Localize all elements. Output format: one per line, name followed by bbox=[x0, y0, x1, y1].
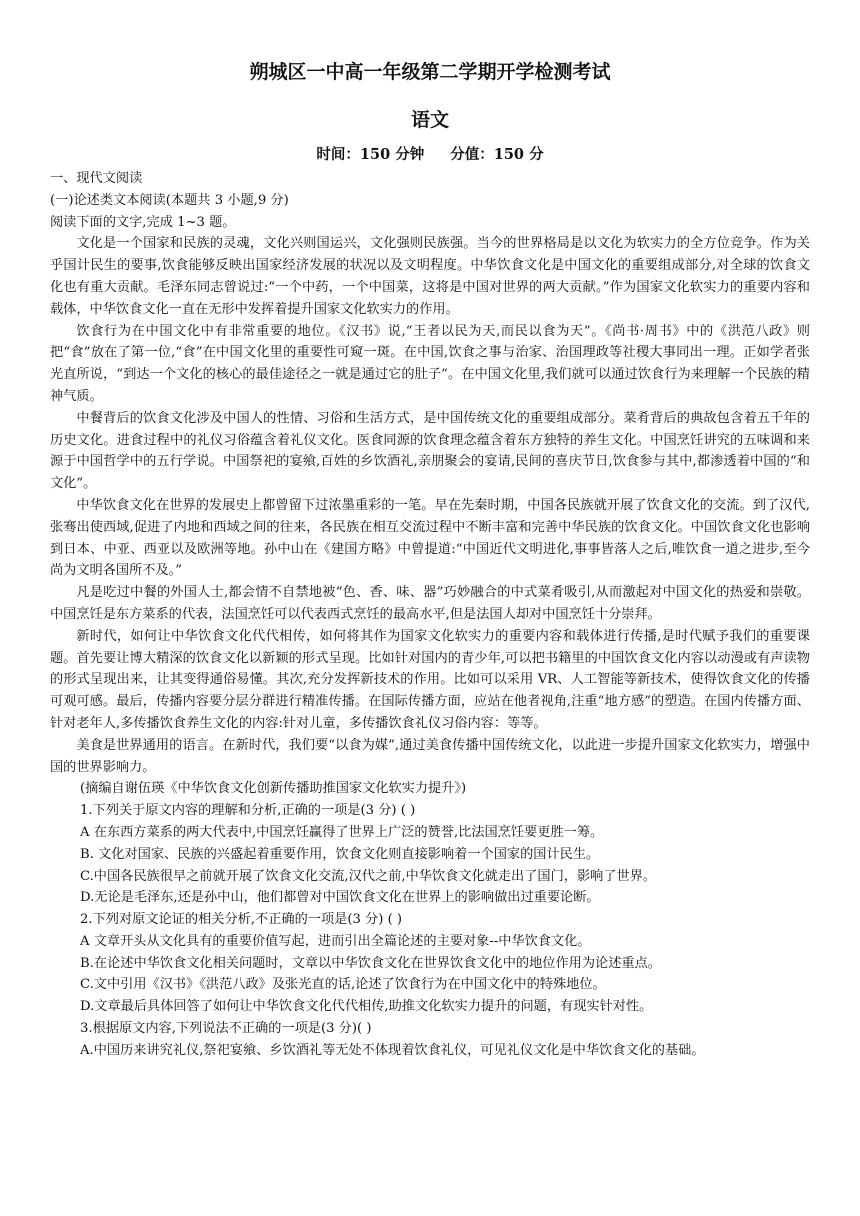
question-option: D.无论是毛泽东,还是孙中山，他们都曾对中国饮食文化在世界上的影响做出过重要论断。 bbox=[80, 890, 600, 906]
question-stem: 1.下列关于原文内容的理解和分析,正确的一项是(3 分) ( ) bbox=[80, 803, 416, 819]
passage-paragraph: 凡是吃过中餐的外国人士,都会情不自禁地被“色、香、味、器”巧妙融合的中式菜肴吸引,从而激起对中国文化的热爱和崇敬。中国烹饪是东方菜系的代表，法国烹饪可以代表西式烹饪的最高水平,但是法国人却对中国烹饪十分崇拜。 bbox=[50, 585, 810, 622]
subject-title: 语文 bbox=[410, 109, 449, 131]
reading-instruction: 阅读下面的文字,完成 1~3 题。 bbox=[50, 214, 236, 230]
passage-paragraph: 饮食行为在中国文化中有非常重要的地位。《汉书》说,“王者以民为天,而民以食为天”。《尚书·周书》中的《洪范八政》则把“食”放在了第一位,“食”在中国文化里的重要性可窥一斑。在中国,饮食之事与治家、治国理政等社稷大事同出一理。正如学者张光直所说，“到达一个文化的核心的最佳途径之一就是通过它的肚子”。在中国文化里,我们就可以通过饮食行为来理解一个民族的精神气质。 bbox=[50, 323, 810, 404]
question-option: D.文章最后具体回答了如何让中华饮食文化代代相传,助推文化软实力提升的问题，有现实针对性。 bbox=[80, 999, 653, 1015]
question-option: A 文章开头从文化具有的重要价值写起，进而引出全篇论述的主要对象--中华饮食文化。 bbox=[80, 933, 591, 949]
question-option: B. 文化对国家、民族的兴盛起着重要作用，饮食文化则直接影响着一个国家的国计民生。 bbox=[80, 846, 600, 862]
passage-paragraph: 文化是一个国家和民族的灵魂，文化兴则国运兴，文化强则民族强。当今的世界格局是以文化为软实力的全方位竞争。作为关乎国计民生的要事,饮食能够反映出国家经济发展的状况以及文明程度。中华饮食文化是中国文化的重要组成部分,对全球的饮食文化也有重大贡献。毛泽东同志曾说过:“一个中药，一个中国菜，这将是中国对世界的两大贡献。”作为国家文化软实力的重要内容和载体，中华饮食文化一直在无形中发挥着提升国家文化软实力的作用。 bbox=[50, 236, 810, 317]
question-stem: 2.下列对原文论证的相关分析,不正确的一项是(3 分) ( ) bbox=[80, 912, 403, 928]
question-option: A 在东西方菜系的两大代表中,中国烹饪赢得了世界上广泛的赞誉,比法国烹饪要更胜一筹。 bbox=[80, 824, 604, 840]
exam-meta bbox=[50, 144, 810, 166]
passage-source: (摘编自谢伍瑛《中华饮食文化创新传播助推国家文化软实力提升》) bbox=[80, 781, 467, 797]
question-option: C.中国各民族很早之前就开展了饮食文化交流,汉代之前,中华饮食文化就走出了国门，影响了世界。 bbox=[80, 868, 657, 884]
exam-score: 分值：150 分 bbox=[450, 146, 544, 163]
exam-title: 朔城区一中高一年级第二学期开学检测考试 bbox=[249, 61, 611, 83]
section-subheading: (一)论述类文本阅读(本题共 3 小题,9 分) bbox=[50, 192, 289, 208]
passage-paragraph: 中餐背后的饮食文化涉及中国人的性情、习俗和生活方式，是中国传统文化的重要组成部分。菜肴背后的典故包含着五千年的历史文化。进食过程中的礼仪习俗蕴含着礼仪文化。医食同源的饮食理念蕴含着东方独特的养生文化。中国烹饪讲究的五味调和来源于中国哲学中的五行学说。中国祭祀的宴飨,百姓的乡饮酒礼,亲朋聚会的宴请,民间的喜庆节日,饮食参与其中,都渗透着中国的“和文化”。 bbox=[50, 410, 810, 492]
exam-time: 时间：150 分钟 bbox=[316, 146, 425, 163]
question-option: B.在论述中华饮食文化相关问题时，文章以中华饮食文化在世界饮食文化中的地位作用为论述重点。 bbox=[80, 955, 661, 971]
question-option: A.中国历来讲究礼仪,祭祀宴飨、乡饮酒礼等无处不体现着饮食礼仪，可见礼仪文化是中华饮食文化的基础。 bbox=[80, 1042, 705, 1058]
passage-paragraph: 新时代，如何让中华饮食文化代代相传，如何将其作为国家文化软实力的重要内容和载体进行传播,是时代赋予我们的重要课题。首先要让博大精深的饮食文化以新颖的形式呈现。比如针对国内的青少年,可以把书籍里的中国饮食文化内容以动漫或有声读物的形式呈现出来，让其变得通俗易懂。其次,充分发挥新技术的作用。比如可以采用 VR、人工智能等新技术，使得饮食文化的传播可观可感。最后，传播内容要分层分群进行精准传播。在国际传播方面，应站在他者视角,注重“地方感”的塑造。在国内传播方面、针对老年人,多传播饮食养生文化的内容:针对儿童，多传播饮食礼仪习俗内容：等等。 bbox=[50, 628, 810, 731]
question-option: C.文中引用《汉书》《洪范八政》及张光直的话,论述了饮食行为在中国文化中的特殊地位。 bbox=[80, 977, 606, 993]
question-stem: 3.根据原文内容,下列说法不正确的一项是(3 分)( ) bbox=[80, 1021, 372, 1037]
passage-paragraph: 中华饮食文化在世界的发展史上都曾留下过浓墨重彩的一笔。早在先秦时期，中国各民族就开展了饮食文化的交流。到了汉代,张骞出使西域,促进了内地和西域之间的往来，各民族在相互交流过程中不断丰富和完善中华民族的饮食文化。中国饮食文化也影响到日本、中亚、西亚以及欧洲等地。孙中山在《建国方略》中曾提道:“中国近代文明进化,事事皆落人之后,唯饮食一道之进步,至今尚为文明各国所不及。” bbox=[50, 497, 810, 579]
passage-paragraph: 美食是世界通用的语言。在新时代，我们要“以食为媒”,通过美食传播中国传统文化，以此进一步提升国家文化软实力，增强中国的世界影响力。 bbox=[50, 737, 810, 775]
section-heading: 一、现代文阅读 bbox=[50, 171, 143, 186]
